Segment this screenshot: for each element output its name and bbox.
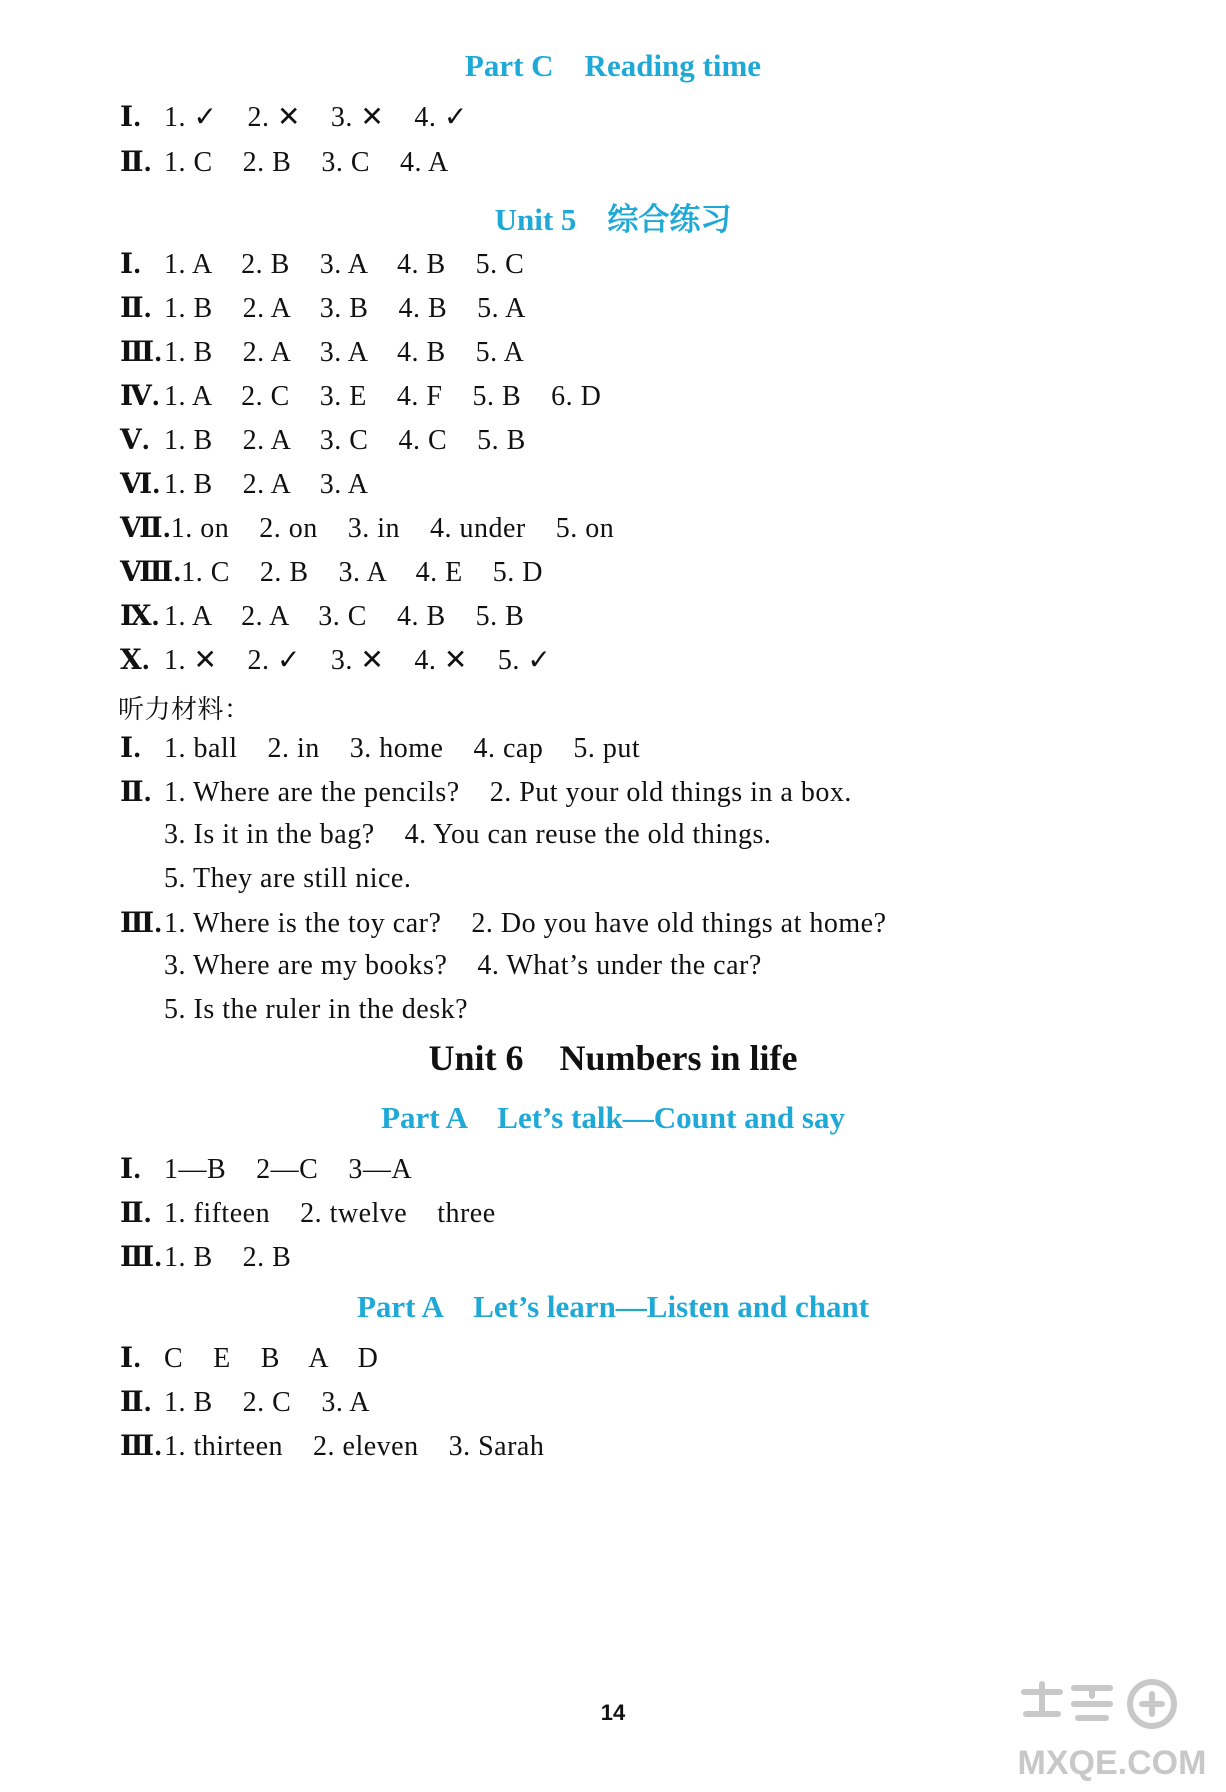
answer-line (120, 467, 368, 501)
answer-text: 1. on 2. on 3. in 4. under 5. on (170, 513, 615, 544)
answer-text: 1. A 2. C 3. E 4. F 5. B 6. D (164, 381, 602, 412)
listening-text: 3. Where are my books? 4. What’s under the car? (164, 950, 762, 981)
answer-line (120, 599, 524, 633)
item-label: Ⅱ. (120, 1387, 152, 1418)
listening-line (120, 950, 762, 982)
unit6-title: Unit 6 Numbers in life (428, 1038, 798, 1078)
answer-line (120, 291, 526, 325)
answer-text: 1. fifteen 2. twelve three (164, 1198, 496, 1229)
item-label: Ⅸ. (120, 601, 160, 632)
answer-text: 1. B 2. A 3. B 4. B 5. A (164, 293, 526, 324)
listening-line (120, 819, 771, 851)
listening-line (120, 906, 887, 940)
watermark-logo (1012, 1674, 1212, 1784)
answer-text: 1. A 2. B 3. A 4. B 5. C (164, 249, 525, 280)
answer-text: 1. A 2. A 3. C 4. B 5. B (164, 601, 525, 632)
item-label: Ⅳ. (120, 381, 160, 412)
listening-text: 5. They are still nice. (164, 863, 412, 894)
listening-line (120, 994, 468, 1026)
item-label: Ⅰ. (120, 1154, 142, 1185)
answer-line (120, 1385, 370, 1419)
item-label: Ⅶ. (120, 513, 171, 544)
part-c-heading: Part C Reading time (464, 48, 762, 83)
item-label: Ⅱ. (120, 293, 152, 324)
item-label: Ⅴ. (120, 425, 150, 456)
answer-text: 1. C 2. B 3. C 4. A (164, 147, 449, 178)
answer-text: 1. thirteen 2. eleven 3. Sarah (164, 1431, 545, 1462)
listening-text: 1. Where is the toy car? 2. Do you have old things at home? (164, 908, 887, 939)
answer-line (120, 100, 468, 134)
answer-line (120, 335, 524, 369)
answer-line (120, 1240, 291, 1274)
listening-line (120, 863, 411, 895)
answer-line (120, 643, 551, 677)
answer-text: C E B A D (164, 1343, 379, 1374)
answer-line (120, 145, 449, 179)
item-label: Ⅵ. (120, 469, 161, 500)
listening-line (120, 775, 852, 809)
listening-text: 1. ball 2. in 3. home 4. cap 5. put (164, 733, 641, 764)
answer-text: 1—B 2—C 3—A (164, 1154, 413, 1185)
listening-text: 5. Is the ruler in the desk? (164, 994, 469, 1025)
listening-text: 3. Is it in the bag? 4. You can reuse the old things. (164, 819, 772, 850)
unit6-part-a-learn-heading: Part A Let’s learn—Listen and chant (356, 1289, 870, 1324)
listening-line (120, 731, 640, 765)
answer-line (120, 1196, 496, 1230)
item-label: Ⅲ. (120, 908, 163, 939)
item-label: Ⅹ. (120, 645, 150, 676)
page-number: 14 (600, 1700, 626, 1725)
answer-line (120, 1429, 544, 1463)
answer-text: 1. B 2. A 3. A (164, 469, 369, 500)
answer-line (120, 379, 601, 413)
answer-text: 1. ✕ 2. ✓ 3. ✕ 4. ✕ 5. ✓ (164, 645, 552, 676)
answer-line (120, 1152, 412, 1186)
answer-text: 1. B 2. C 3. A (164, 1387, 371, 1418)
listening-title: 听力材料： (118, 695, 251, 725)
answer-text: 1. B 2. A 3. C 4. C 5. B (164, 425, 526, 456)
watermark-text: MXQE.COM (1017, 1744, 1207, 1782)
answer-line (120, 511, 614, 545)
item-label: Ⅱ. (120, 1198, 152, 1229)
item-label: Ⅲ. (120, 1431, 163, 1462)
item-label: Ⅰ. (120, 249, 142, 280)
item-label: Ⅰ. (120, 102, 142, 133)
item-label: Ⅱ. (120, 777, 152, 808)
answer-text: 1. ✓ 2. ✕ 3. ✕ 4. ✓ (164, 102, 468, 133)
listening-text: 1. Where are the pencils? 2. Put your old things in a box. (164, 777, 852, 808)
item-label: Ⅰ. (120, 733, 142, 764)
item-label: Ⅲ. (120, 337, 163, 368)
answer-text: 1. B 2. A 3. A 4. B 5. A (164, 337, 525, 368)
item-label: Ⅱ. (120, 147, 152, 178)
answer-line (120, 555, 543, 589)
unit5-heading: Unit 5 综合练习 (494, 202, 732, 237)
answer-line (120, 423, 526, 457)
answer-text: 1. B 2. B (164, 1242, 292, 1273)
answer-line (120, 247, 524, 281)
item-label: Ⅷ. (120, 557, 182, 588)
item-label: Ⅰ. (120, 1343, 142, 1374)
answer-text: 1. C 2. B 3. A 4. E 5. D (181, 557, 544, 588)
item-label: Ⅲ. (120, 1242, 163, 1273)
answer-line (120, 1341, 378, 1375)
unit6-part-a-talk-heading: Part A Let’s talk—Count and say (381, 1100, 845, 1135)
